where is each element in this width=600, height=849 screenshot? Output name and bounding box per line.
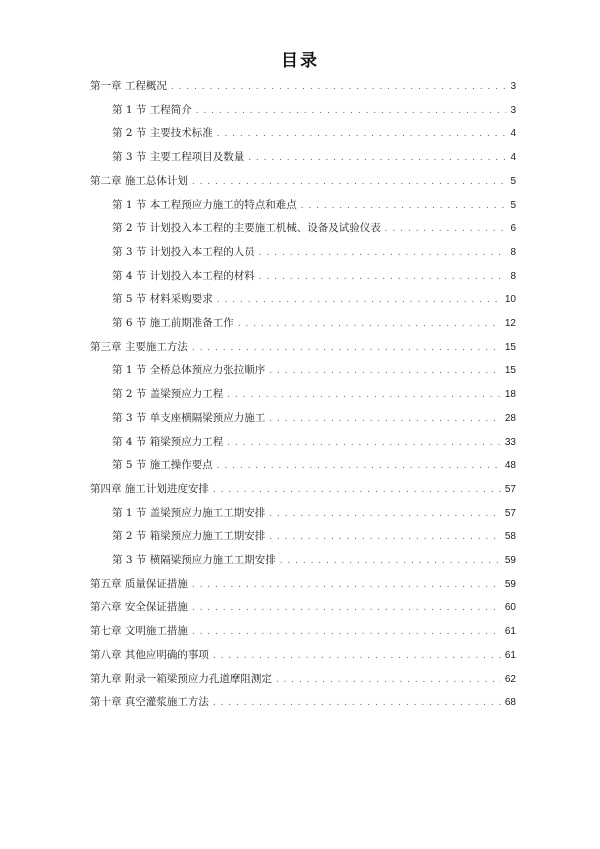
toc-dot-leader [192,577,501,593]
toc-entry-label: 第三章 主要施工方法 [90,340,188,353]
toc-page-number: 59 [504,578,516,590]
toc-entry-label: 第 3 节 单支座横隔梁预应力施工 [112,411,266,424]
toc-page-number: 5 [510,175,516,187]
toc-entry-label: 第八章 其他应明确的事项 [90,648,209,661]
toc-page-number: 28 [504,412,516,424]
toc-entry-label: 第 3 节 横隔梁预应力施工工期安排 [112,554,276,566]
toc-dot-leader [269,529,501,545]
toc-chapter-entry[interactable] [90,694,516,710]
toc-dot-leader [259,245,507,261]
toc-page-number: 59 [504,555,516,566]
toc-dot-leader [217,292,501,308]
toc-chapter-entry[interactable] [90,339,516,355]
toc-chapter-entry[interactable] [90,78,516,94]
toc-page-number: 4 [510,152,516,164]
toc-section-entry[interactable] [112,528,516,544]
toc-entry-label: 第九章 附录一箱梁预应力孔道摩阻测定 [90,672,272,685]
toc-entry-label: 第 4 节 箱梁预应力工程 [112,435,224,448]
toc-entry-label: 第 5 节 材料采购要求 [112,293,213,306]
toc-entry-label: 第十章 真空灌浆施工方法 [90,696,209,709]
toc-dot-leader [217,126,507,142]
toc-section-entry[interactable] [112,552,516,568]
toc-section-entry[interactable] [112,149,516,165]
toc-page-number: 10 [504,294,516,306]
toc-page-number: 58 [504,531,516,543]
toc-section-entry[interactable] [112,291,516,307]
toc-entry-label: 第六章 安全保证措施 [90,601,188,614]
toc-entry-label: 第 1 节 本工程预应力施工的特点和难点 [112,198,297,211]
toc-dot-leader [217,458,501,474]
toc-entry-label: 第二章 施工总体计划 [90,174,188,187]
toc-dot-leader [192,624,501,640]
toc-chapter-entry[interactable] [90,576,516,592]
toc-chapter-entry[interactable] [90,599,516,615]
toc-entry-label: 第 2 节 盖梁预应力工程 [112,388,224,401]
toc-entry-label: 第 4 节 计划投入本工程的材料 [112,269,255,282]
toc-page-number: 8 [510,246,516,258]
toc-section-entry[interactable] [112,434,516,450]
toc-section-entry[interactable] [112,505,516,521]
toc-page-number: 48 [504,460,516,472]
toc-page-number: 8 [510,270,516,282]
toc-entry-label: 第 2 节 主要技术标准 [112,127,213,140]
toc-page-number: 15 [504,341,516,353]
toc-entry-label: 第四章 施工计划进度安排 [90,482,209,495]
toc-entry-label: 第 5 节 施工操作要点 [112,459,213,472]
toc-dot-leader [213,482,501,498]
toc-page-number: 18 [504,389,516,401]
toc-section-entry[interactable] [112,102,516,118]
toc-entry-label: 第 6 节 施工前期准备工作 [112,317,234,329]
toc-dot-leader [269,363,501,379]
toc-dot-leader [192,340,501,356]
toc-dot-leader [385,221,507,237]
toc-page-number: 33 [504,436,516,448]
toc-section-entry[interactable] [112,244,516,260]
toc-dot-leader [238,316,501,332]
toc-section-entry[interactable] [112,197,516,213]
toc-page-number: 60 [504,602,516,614]
toc-dot-leader [301,198,507,214]
toc-page-number: 57 [504,483,516,495]
toc-dot-leader [280,553,501,569]
toc-entry-label: 第 1 节 全桥总体预应力张拉顺序 [112,364,266,377]
toc-page-number: 3 [510,81,516,92]
toc-dot-leader [213,648,501,664]
toc-entry-label: 第 2 节 计划投入本工程的主要施工机械、设备及试验仪表 [112,222,381,235]
toc-entry-label: 第七章 文明施工措施 [90,625,188,638]
toc-dot-leader [227,435,501,451]
toc-entry-label: 第 1 节 工程简介 [112,103,192,116]
toc-dot-leader [276,672,501,688]
toc-section-entry[interactable] [112,315,516,331]
toc-section-entry[interactable] [112,457,516,473]
toc-dot-leader [269,411,501,427]
toc-page-number: 15 [504,365,516,377]
toc-dot-leader [192,174,507,190]
toc-section-entry[interactable] [112,362,516,378]
toc-section-entry[interactable] [112,386,516,402]
toc-page-number: 68 [504,697,516,709]
toc-chapter-entry[interactable] [90,647,516,663]
toc-entry-label: 第 1 节 盖梁预应力施工工期安排 [112,506,266,519]
toc-dot-leader [227,387,501,403]
toc-page-number: 3 [510,104,516,116]
toc-entry-label: 第 2 节 箱梁预应力施工工期安排 [112,530,266,543]
toc-dot-leader [196,103,507,119]
toc-dot-leader [213,695,501,711]
toc-dot-leader [259,269,507,285]
toc-section-entry[interactable] [112,125,516,141]
toc-entry-label: 第 3 节 主要工程项目及数量 [112,151,245,164]
toc-section-entry[interactable] [112,410,516,426]
toc-dot-leader [171,79,507,95]
toc-dot-leader [248,150,506,166]
toc-dot-leader [192,600,501,616]
toc-page-number: 62 [504,673,516,685]
toc-chapter-entry[interactable] [90,671,516,687]
toc-page-number: 4 [510,128,516,140]
toc-page-number: 12 [504,318,516,329]
toc-section-entry[interactable] [112,268,516,284]
toc-entry-label: 第五章 质量保证措施 [90,577,188,590]
toc-chapter-entry[interactable] [90,173,516,189]
toc-page-number: 57 [504,507,516,519]
toc-page-number: 61 [504,649,516,661]
toc-section-entry[interactable] [112,220,516,236]
toc-title: 目录 [281,51,319,71]
toc-chapter-entry[interactable] [90,623,516,639]
toc-entry-label: 第 3 节 计划投入本工程的人员 [112,245,255,258]
toc-page-number: 5 [510,199,516,211]
toc-chapter-entry[interactable] [90,481,516,497]
toc-page-number: 6 [510,223,516,235]
toc-page-number: 61 [504,626,516,638]
toc-dot-leader [269,506,501,522]
toc-entry-label: 第一章 工程概况 [90,80,167,92]
